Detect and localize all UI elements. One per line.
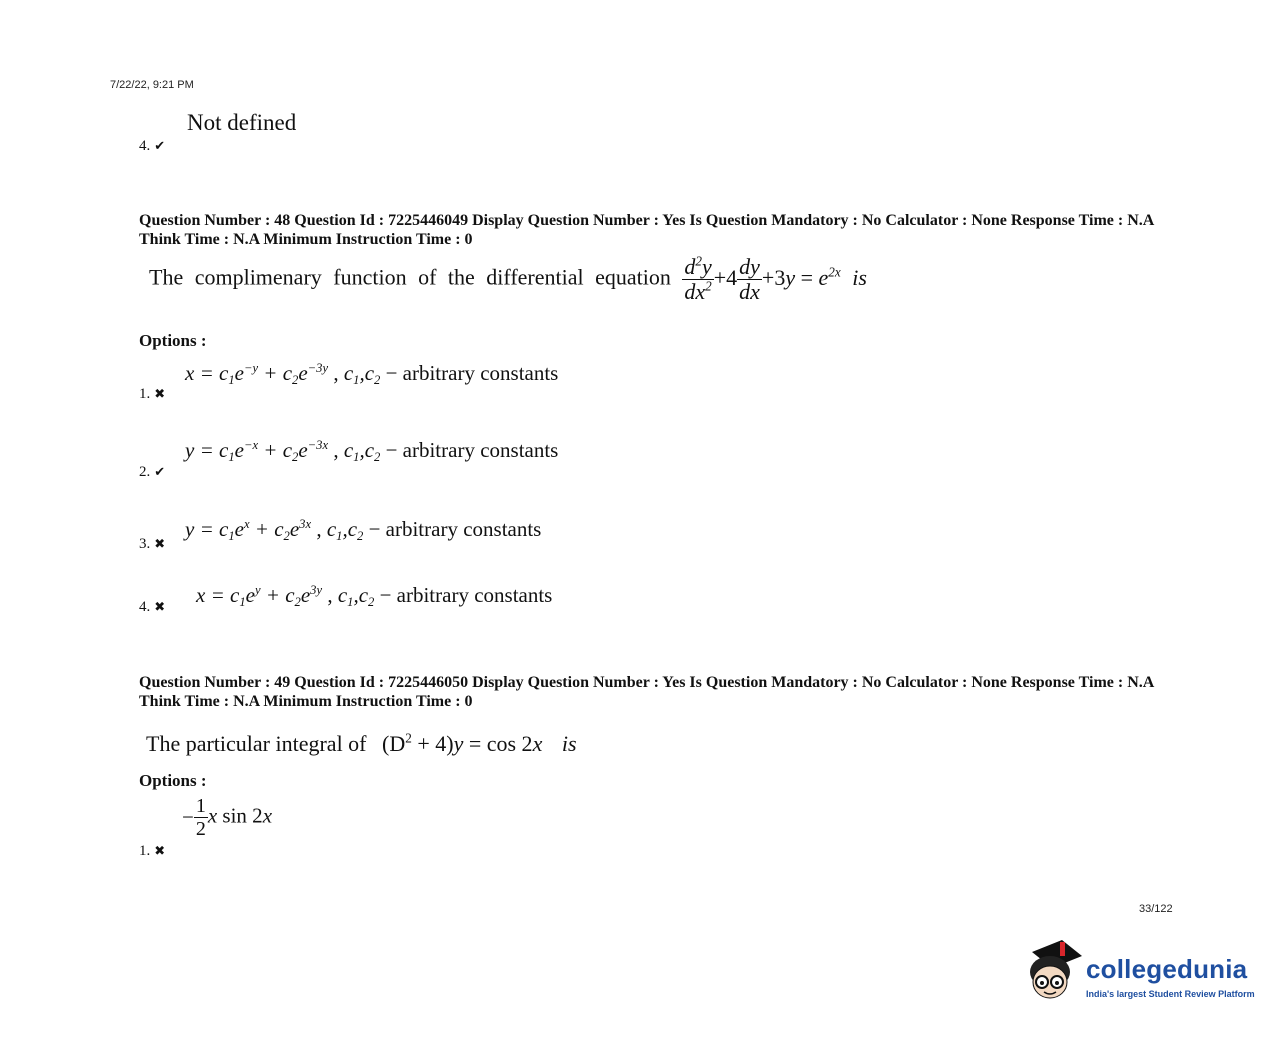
check-icon: ✔ bbox=[154, 464, 166, 479]
q48-option-1-text: $x = c_1e^{-y} + c_2e^{-3y}$ , $c_1,c_2$ − arbitrary constants bbox=[185, 360, 559, 387]
question-48-equation: $\frac{d^2y}{dx^2}$ +4 $\frac{dy}{dx}$ $+3y = e^{2x}$ bbox=[684, 253, 841, 304]
question-49-equation: $(D^2 + 4)y = \cos 2x$ bbox=[382, 730, 543, 756]
cross-icon: ✖ bbox=[154, 843, 166, 858]
cross-icon: ✖ bbox=[154, 386, 166, 401]
print-timestamp: 7/22/22, 9:21 PM bbox=[110, 79, 194, 91]
q48-option-2-number: 2. ✔ bbox=[139, 464, 166, 480]
collegedunia-mascot-icon bbox=[1024, 938, 1084, 1008]
question-49-options-label: Options : bbox=[139, 771, 207, 790]
check-icon: ✔ bbox=[154, 138, 166, 153]
page-number: 33/122 bbox=[1139, 903, 1173, 915]
collegedunia-logo-text: collegedunia bbox=[1086, 954, 1248, 984]
q48-option-1-number: 1. ✖ bbox=[139, 386, 166, 402]
prev-option-number: 4. ✔ bbox=[139, 138, 166, 154]
question-48-meta: Question Number : 48 Question Id : 7225446049 Display Question Number : Yes Is Question Mandatory : No Calculator : None Response Time : N.A Think Time : N.A Minimum Instruction Time : 0 bbox=[139, 212, 1154, 248]
cross-icon: ✖ bbox=[154, 536, 166, 551]
q48-option-3-text: $y = c_1e^x + c_2e^{3x}$ , $c_1,c_2$ − arbitrary constants bbox=[185, 516, 542, 543]
prev-option-text: Not defined bbox=[187, 110, 297, 135]
q49-option-1-text: − $\frac{1}{2}$ x sin 2x bbox=[182, 795, 273, 840]
cross-icon: ✖ bbox=[154, 599, 166, 614]
question-48-text: The complimenary function of the differential equation $\frac{d^2y}{dx^2}$ +4 $\frac{dy}{dx}$ $+3y = e^{2x}$ is bbox=[149, 253, 867, 304]
q48-option-4-number: 4. ✖ bbox=[139, 599, 166, 615]
question-48-options-label: Options : bbox=[139, 331, 207, 350]
q48-option-4-text: $x = c_1e^y + c_2e^{3y}$ , $c_1,c_2$ − arbitrary constants bbox=[196, 582, 553, 609]
question-49-text: The particular integral of $(D^2 + 4)y = \cos 2x$ is bbox=[146, 730, 577, 756]
q48-option-3-number: 3. ✖ bbox=[139, 536, 166, 552]
q49-option-1-number: 1. ✖ bbox=[139, 843, 166, 859]
collegedunia-tagline: India's largest Student Review Platform bbox=[1086, 989, 1255, 999]
q48-option-2-text: $y = c_1e^{-x} + c_2e^{-3x}$ , $c_1,c_2$ − arbitrary constants bbox=[185, 437, 559, 464]
question-49-meta: Question Number : 49 Question Id : 7225446050 Display Question Number : Yes Is Question Mandatory : No Calculator : None Response Time : N.A Think Time : N.A Minimum Instruction Time : 0 bbox=[139, 674, 1154, 710]
